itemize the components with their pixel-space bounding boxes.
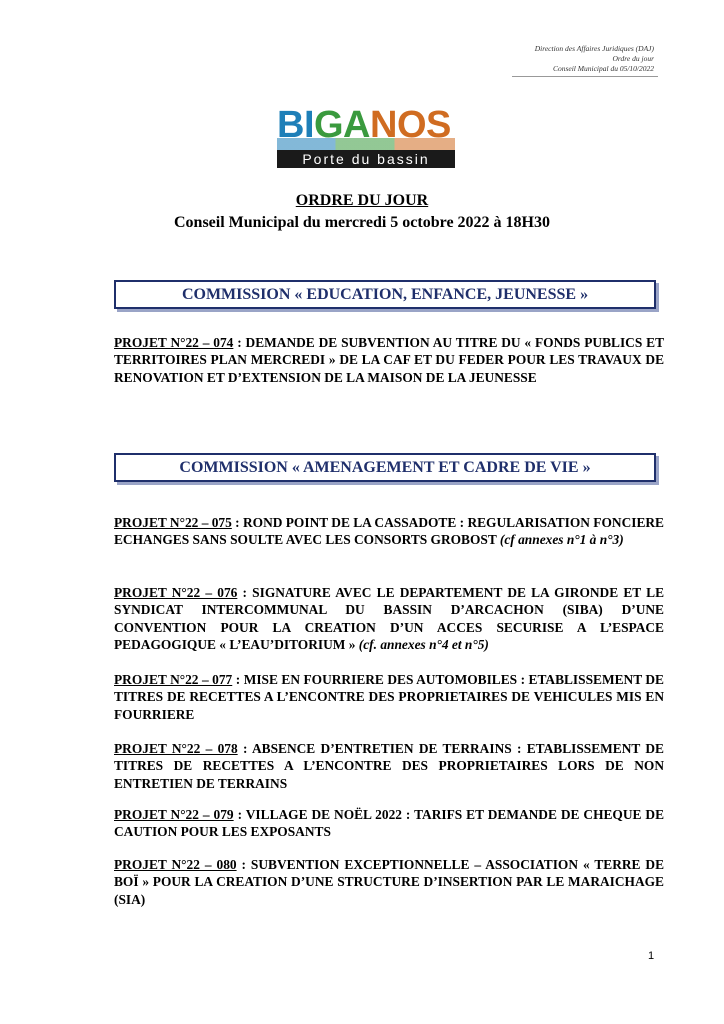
commission-heading-amenagement: COMMISSION « AMENAGEMENT ET CADRE DE VIE »	[114, 453, 656, 482]
item-text: : MISE EN FOURRIERE DES AUTOMOBILES : ETABLISSEMENT DE TITRES DE RECETTES A L’ENCONTRE DES PROPRIETAIRES DE VEHICULES MIS EN FOURRIERE	[114, 672, 664, 722]
item-text: : ROND POINT DE LA CASSADOTE : REGULARISATION FONCIERE ECHANGES SANS SOULTE AVEC LES CONSORTS GROBOST	[114, 515, 664, 548]
item-number: PROJET N°22 – 080	[114, 857, 237, 872]
biganos-logo	[277, 102, 455, 168]
page-title: ORDRE DU JOUR	[295, 192, 429, 209]
page-number: 1	[648, 950, 655, 962]
header-department: Direction des Affaires Juridiques (DAJ)	[534, 44, 654, 53]
agenda-item-076	[114, 584, 664, 653]
agenda-item-079	[114, 806, 664, 841]
item-number: PROJET N°22 – 076	[114, 585, 238, 600]
header-doc-type: Ordre du jour	[612, 54, 654, 63]
agenda-item-074	[114, 334, 664, 386]
item-number: PROJET N°22 – 078	[114, 741, 238, 756]
item-number: PROJET N°22 – 079	[114, 807, 234, 822]
document-header	[535, 44, 654, 74]
item-text: : SIGNATURE AVEC LE DEPARTEMENT DE LA GIRONDE ET LE SYNDICAT INTERCOMMUNAL DU BASSIN D’ARCACHON (SIBA) D’UNE CONVENTION POUR LA CREATION D’UN ACCES SECURISE A L’ESPACE PEDAGOGIQUE « L’EAU’DITORIUM »	[114, 585, 665, 652]
item-text: : VILLAGE DE NOËL 2022 : TARIFS ET DEMANDE DE CHEQUE DE CAUTION POUR LES EXPOSANTS	[114, 807, 664, 840]
item-number: PROJET N°22 – 075	[114, 515, 232, 530]
header-meeting: Conseil Municipal du 05/10/2022	[552, 64, 654, 73]
logo-wordmark: BIGANOS	[277, 104, 451, 146]
logo-tagline: Porte du bassin	[277, 150, 455, 168]
item-text: : ABSENCE D’ENTRETIEN DE TERRAINS : ETABLISSEMENT DE TITRES DE RECETTES A L’ENCONTRE DES PROPRIETAIRES LORS DE NON ENTRETIEN DE TERRAINS	[114, 741, 664, 791]
item-reference: (cf annexes n°1 à n°3)	[499, 532, 624, 548]
commission-heading-education: COMMISSION « EDUCATION, ENFANCE, JEUNESSE »	[114, 280, 656, 309]
item-reference: (cf. annexes n°4 et n°5)	[358, 636, 489, 652]
page-subtitle: Conseil Municipal du mercredi 5 octobre 2022 à 18H30	[174, 214, 550, 231]
agenda-item-078	[114, 740, 664, 792]
item-number: PROJET N°22 – 077	[114, 672, 233, 687]
item-text: : SUBVENTION EXCEPTIONNELLE – ASSOCIATION « TERRE DE BOÏ » POUR LA CREATION D’UNE STRUCTURE D’INSERTION PAR LE MARAICHAGE (SIA)	[114, 857, 664, 907]
agenda-item-075	[114, 514, 664, 549]
item-text: : DEMANDE DE SUBVENTION AU TITRE DU « FONDS PUBLICS ET TERRITOIRES PLAN MERCREDI » DE LA CAF ET DU FEDER POUR LES TRAVAUX DE RENOVATION ET D’EXTENSION DE LA MAISON DE LA JEUNESSE	[114, 335, 664, 385]
agenda-item-080	[114, 856, 664, 908]
item-number: PROJET N°22 – 074	[114, 335, 234, 350]
header-divider	[512, 76, 658, 77]
agenda-item-077	[114, 671, 664, 723]
